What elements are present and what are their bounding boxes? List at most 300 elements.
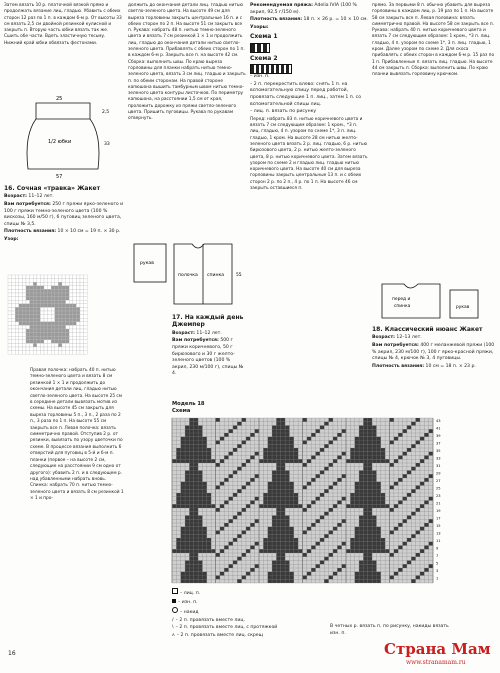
section-18: 18. Классический нюанс Жакет Возраст: 12–13 лет. Вам потребуется: 400 г меланжевой пряжи (100 % акрил, 230 м/100 г), 100 г ярко-красной пряжи, спицы № 4, крючок № 3, 4 пуговицы. Плотность вязания: 10 см = 18 п. × 23 р.: [372, 326, 495, 369]
chart-cell: [368, 429, 372, 433]
chart-cell: [246, 549, 250, 553]
chart-cell: [220, 437, 224, 441]
chart-cell: [381, 546, 385, 550]
chart-cell: [403, 452, 407, 456]
chart-cell: [411, 467, 415, 471]
chart-cell: [194, 579, 198, 583]
flower-chart-cell: [76, 322, 80, 326]
chart-cell: [233, 561, 237, 565]
flower-chart-cell: [80, 325, 84, 329]
chart-cell: [372, 561, 376, 565]
flower-chart-cell: [19, 300, 23, 304]
flower-chart-cell: [73, 289, 77, 293]
chart-cell: [416, 486, 420, 490]
flower-chart-cell: [40, 318, 44, 322]
chart-cell: [189, 519, 193, 523]
flower-chart-cell: [22, 351, 26, 355]
chart-cell: [194, 474, 198, 478]
chart-cell: [194, 561, 198, 565]
chart-cell: [372, 546, 376, 550]
chart-row-number: 31: [436, 464, 441, 468]
chart-cell: [194, 448, 198, 452]
chart-cell: [194, 437, 198, 441]
chart-cell: [263, 546, 267, 550]
chart-cell: [181, 538, 185, 542]
flower-chart-cell: [84, 279, 88, 283]
chart-cell: [268, 459, 272, 463]
chart-cell: [176, 497, 180, 501]
flower-chart-cell: [19, 336, 23, 340]
chart-cell: [268, 542, 272, 546]
flower-chart-cell: [37, 300, 41, 304]
chart-cell: [298, 549, 302, 553]
chart-cell: [189, 474, 193, 478]
flower-chart-cell: [62, 351, 66, 355]
flower-chart-cell: [69, 336, 73, 340]
chart-cell: [350, 452, 354, 456]
chart-cell: [194, 557, 198, 561]
flower-chart-cell: [8, 307, 12, 311]
chart-cell: [429, 519, 433, 523]
chart-cell: [355, 486, 359, 490]
chart-cell: [381, 459, 385, 463]
chart-cell: [363, 501, 367, 505]
flower-chart-cell: [37, 304, 41, 308]
flower-chart-cell: [26, 311, 30, 315]
flower-chart-cell: [40, 307, 44, 311]
chart-cell: [285, 489, 289, 493]
chart-cell: [276, 512, 280, 516]
chart-cell: [376, 459, 380, 463]
chart-cell: [246, 437, 250, 441]
chart-cell: [250, 546, 254, 550]
chart-cell: [403, 519, 407, 523]
chart-cell: [359, 448, 363, 452]
chart-cell: [246, 572, 250, 576]
chart-cell: [233, 493, 237, 497]
chart-cell: [411, 444, 415, 448]
flower-chart-cell: [84, 329, 88, 333]
flower-chart-cell: [8, 315, 12, 319]
chart-cell: [329, 463, 333, 467]
chart-cell: [181, 459, 185, 463]
flower-chart-cell: [30, 343, 34, 347]
chart-cell: [350, 538, 354, 542]
flower-chart-cell: [80, 307, 84, 311]
chart-cell: [198, 523, 202, 527]
chart-cell: [289, 542, 293, 546]
chart-cell: [198, 534, 202, 538]
chart-cell: [324, 512, 328, 516]
chart-cell: [376, 579, 380, 583]
chart-cell: [268, 527, 272, 531]
chart-cell: [194, 497, 198, 501]
chart-cell: [376, 456, 380, 460]
chart-cell: [333, 527, 337, 531]
chart-cell: [189, 576, 193, 580]
chart-cell: [376, 489, 380, 493]
flower-chart-cell: [8, 347, 12, 351]
chart-cell: [189, 433, 193, 437]
flower-chart-cell: [62, 286, 66, 290]
chart-cell: [398, 523, 402, 527]
chart-cell: [372, 538, 376, 542]
chart-cell: [224, 433, 228, 437]
chart-cell: [359, 527, 363, 531]
flower-chart-cell: [37, 297, 41, 301]
flower-chart-cell: [26, 289, 30, 293]
chart-cell: [320, 448, 324, 452]
chart-cell: [198, 441, 202, 445]
chart-cell: [185, 459, 189, 463]
flower-chart-cell: [33, 322, 37, 326]
chart-cell: [189, 512, 193, 516]
flower-motif-chart: [8, 275, 88, 363]
chart-cell: [342, 564, 346, 568]
chart-cell: [411, 534, 415, 538]
flower-chart-cell: [15, 318, 19, 322]
chart-cell: [198, 561, 202, 565]
flower-chart-cell: [80, 318, 84, 322]
chart-cell: [333, 459, 337, 463]
flower-chart-cell: [33, 289, 37, 293]
chart-cell: [381, 448, 385, 452]
flower-chart-cell: [80, 347, 84, 351]
chart-cell: [372, 579, 376, 583]
chart-cell: [189, 456, 193, 460]
chart-cell: [198, 549, 202, 553]
flower-chart-cell: [26, 343, 30, 347]
flower-chart-cell: [30, 282, 34, 286]
chart-cell: [355, 534, 359, 538]
flower-chart-cell: [15, 282, 19, 286]
flower-chart-cell: [22, 307, 26, 311]
chart-cell: [368, 478, 372, 482]
chart-cell: [359, 426, 363, 430]
chart-cell: [363, 448, 367, 452]
chart-cell: [281, 549, 285, 553]
chart-cell: [368, 489, 372, 493]
chart-cell: [316, 542, 320, 546]
skirt-label-height: 33: [104, 142, 110, 147]
flower-chart-cell: [48, 293, 52, 297]
chart-cell: [268, 504, 272, 508]
chart-cell: [376, 549, 380, 553]
flower-chart-cell: [80, 297, 84, 301]
chart-cell: [281, 444, 285, 448]
chart-cell: [424, 433, 428, 437]
chart-cell: [350, 497, 354, 501]
flower-chart-cell: [55, 336, 59, 340]
flower-chart-cell: [84, 297, 88, 301]
chart-cell: [185, 549, 189, 553]
chart-cell: [289, 527, 293, 531]
chart-cell: [189, 553, 193, 557]
chart-cell: [363, 493, 367, 497]
flower-chart-cell: [48, 297, 52, 301]
chart-cell: [363, 497, 367, 501]
flower-chart-cell: [19, 329, 23, 333]
flower-chart-cell: [40, 286, 44, 290]
flower-chart-cell: [51, 325, 55, 329]
chart-cell: [368, 433, 372, 437]
flower-chart-cell: [22, 293, 26, 297]
flower-chart-cell: [30, 311, 34, 315]
flower-chart-cell: [62, 275, 66, 279]
chart-cell: [246, 504, 250, 508]
chart-cell: [350, 546, 354, 550]
chart-cell: [285, 564, 289, 568]
flower-chart-cell: [69, 304, 73, 308]
chart-cell: [198, 474, 202, 478]
flower-chart-cell: [69, 333, 73, 337]
chart-cell: [198, 452, 202, 456]
chart-cell: [350, 456, 354, 460]
flower-chart-cell: [48, 322, 52, 326]
flower-chart-cell: [12, 304, 16, 308]
chart-cell: [359, 523, 363, 527]
chart-cell: [281, 542, 285, 546]
chart-cell: [276, 497, 280, 501]
chart-cell: [185, 474, 189, 478]
chart-cell: [216, 553, 220, 557]
flower-chart-cell: [19, 315, 23, 319]
chart-cell: [281, 459, 285, 463]
flower-chart-cell: [66, 340, 70, 344]
chart-cell: [220, 482, 224, 486]
flower-chart-cell: [51, 289, 55, 293]
chart-cell: [285, 523, 289, 527]
chart-cell: [359, 489, 363, 493]
chart-cell: [368, 501, 372, 505]
chart-cell: [281, 557, 285, 561]
flower-chart-cell: [62, 322, 66, 326]
chart-cell: [363, 418, 367, 422]
chart-cell: [381, 456, 385, 460]
chart-cell: [185, 546, 189, 550]
flower-chart-cell: [12, 293, 16, 297]
flower-chart-cell: [66, 279, 70, 283]
jacket-label-height: 55: [236, 273, 242, 278]
chart-cell: [289, 531, 293, 535]
flower-chart-cell: [40, 300, 44, 304]
flower-chart-cell: [33, 351, 37, 355]
chart-cell: [316, 474, 320, 478]
flower-chart-cell: [19, 293, 23, 297]
flower-chart-cell: [62, 289, 66, 293]
chart-cell: [176, 501, 180, 505]
chart-cell: [198, 444, 202, 448]
chart-cell: [394, 437, 398, 441]
chart-cell: [181, 456, 185, 460]
chart-cell: [372, 531, 376, 535]
chart-cell: [363, 576, 367, 580]
chart-legend: – лиц. п. – изн. п. – накид / – 2 п. провязать вместе лиц. \ – 2 п. провязать вместе лиц. с протяжкой ʌ – 2 п. провязать вместе лиц. скрещ: [172, 588, 302, 641]
flower-chart-cell: [44, 293, 48, 297]
chart-cell: [337, 523, 341, 527]
chart-cell: [242, 553, 246, 557]
flower-chart-cell: [69, 286, 73, 290]
flower-chart-cell: [84, 318, 88, 322]
flower-chart-cell: [48, 279, 52, 283]
chart-cell: [398, 478, 402, 482]
flower-chart-cell: [30, 293, 34, 297]
chart-cell: [276, 519, 280, 523]
flower-chart-cell: [55, 325, 59, 329]
chart-cell: [194, 572, 198, 576]
chart-cell: [368, 437, 372, 441]
flower-chart-cell: [80, 300, 84, 304]
flower-chart-cell: [40, 289, 44, 293]
section-16-instructions: Правая полочка: набрать 40 п. нитью темно-зеленого цвета и вязать 8 см резинкой 1 × 1 и продолжить до окончания детали лиц. гладью нитью светло-зеленого цвета. На высоте 25 см в середине детали вывязать мотив из схемы. На высоте 45 см закрыть для выреза горловины 5 п., 3 п., 2 раза по 2 п., 3 раза по 1 п. На высоте 55 см закрыть все п. Левая полочка: вязать симметрично правой. Отступив 2 р. от резинки, вывязать по узору цветочки по схеме. В процессе вязания выполнить 6 отверстий для пуговиц в 5-й и 6-м п. планки (первое – на высоте 2 см, следующие на расстоянии 9 см одно от другого): убавить 2 п. и в следующем р. над убавленными набрать вновь. Спинка: набрать 70 п. нитью темно-зеленого цвета и вязать 8 см резинкой 1 × 1 и про-: [30, 368, 124, 502]
flower-chart-cell: [84, 311, 88, 315]
chart-cell: [242, 576, 246, 580]
chart-cell: [416, 576, 420, 580]
chart-cell: [189, 504, 193, 508]
skirt-label-bottom: 57: [56, 174, 63, 180]
jumper-diagram: [374, 280, 494, 322]
chart-cell: [355, 497, 359, 501]
chart-cell: [359, 456, 363, 460]
chart-cell: [285, 429, 289, 433]
chart-cell: [368, 534, 372, 538]
chart-cell: [359, 549, 363, 553]
chart-cell: [189, 459, 193, 463]
chart-cell: [372, 437, 376, 441]
chart-cell: [189, 489, 193, 493]
flower-chart-cell: [44, 311, 48, 315]
flower-chart-cell: [40, 336, 44, 340]
chart-cell: [194, 546, 198, 550]
flower-chart-cell: [44, 307, 48, 311]
chart-cell: [198, 501, 202, 505]
chart-cell: [368, 474, 372, 478]
chart-cell: [368, 576, 372, 580]
section-16-title: 16. Сочная «травка» Жакет: [4, 185, 101, 192]
chart-cell: [363, 519, 367, 523]
chart-cell: [420, 459, 424, 463]
chart-cell: [242, 463, 246, 467]
chart-cell: [276, 456, 280, 460]
chart-cell: [285, 531, 289, 535]
flower-chart-cell: [44, 329, 48, 333]
chart-cell: [272, 441, 276, 445]
chart-cell: [337, 568, 341, 572]
chart-cell: [363, 441, 367, 445]
chart-cell: [281, 489, 285, 493]
flower-chart-cell: [8, 322, 12, 326]
flower-chart-cell: [66, 293, 70, 297]
chart-cell: [255, 542, 259, 546]
flower-chart-cell: [84, 340, 88, 344]
chart-cell: [324, 444, 328, 448]
flower-chart-cell: [8, 325, 12, 329]
chart-cell: [363, 561, 367, 565]
chart-cell: [176, 448, 180, 452]
flower-chart-cell: [37, 325, 41, 329]
chart-cell: [185, 534, 189, 538]
chart-cell: [263, 549, 267, 553]
chart-cell: [268, 579, 272, 583]
jumper-label-body: перед и: [392, 297, 411, 302]
chart-cell: [329, 531, 333, 535]
flower-chart-cell: [66, 343, 70, 347]
chart-cell: [350, 493, 354, 497]
chart-cell: [363, 549, 367, 553]
chart-cell: [189, 546, 193, 550]
chart-row-number: 37: [436, 441, 441, 446]
chart-cell: [289, 579, 293, 583]
flower-chart-cell: [12, 279, 16, 283]
flower-chart-cell: [48, 307, 52, 311]
chart-cell: [202, 459, 206, 463]
chart-cell: [346, 459, 350, 463]
chart-cell: [202, 448, 206, 452]
chart-cell: [355, 444, 359, 448]
chart-cell: [281, 497, 285, 501]
chart-cell: [285, 579, 289, 583]
chart-cell: [372, 527, 376, 531]
chart-row-number: 11: [436, 539, 441, 543]
chart-cell: [359, 493, 363, 497]
chart-cell: [189, 426, 193, 430]
flower-chart-cell: [15, 311, 19, 315]
flower-chart-cell: [55, 275, 59, 279]
flower-chart-cell: [51, 329, 55, 333]
flower-chart-cell: [33, 311, 37, 315]
flower-chart-cell: [8, 311, 12, 315]
flower-chart-cell: [51, 304, 55, 308]
scheme-1-title: Схема 1: [250, 33, 278, 41]
flower-chart-cell: [33, 336, 37, 340]
chart-cell: [289, 534, 293, 538]
chart-cell: [346, 504, 350, 508]
chart-cell: [424, 456, 428, 460]
chart-cell: [176, 504, 180, 508]
flower-chart-cell: [76, 347, 80, 351]
chart-cell: [185, 456, 189, 460]
chart-cell: [394, 459, 398, 463]
chart-cell: [207, 504, 211, 508]
flower-chart-cell: [66, 322, 70, 326]
chart-cell: [285, 572, 289, 576]
chart-cell: [202, 546, 206, 550]
chart-cell: [272, 519, 276, 523]
chart-cell: [181, 576, 185, 580]
chart-cell: [372, 504, 376, 508]
chart-cell: [350, 549, 354, 553]
flower-chart-cell: [22, 279, 26, 283]
flower-chart-cell: [30, 307, 34, 311]
flower-chart-cell: [58, 333, 62, 337]
chart-cell: [185, 579, 189, 583]
flower-chart-cell: [66, 297, 70, 301]
flower-chart-cell: [26, 329, 30, 333]
flower-chart-cell: [48, 318, 52, 322]
chart-cell: [363, 553, 367, 557]
chart-cell: [390, 418, 394, 422]
flower-chart-cell: [58, 315, 62, 319]
chart-cell: [289, 504, 293, 508]
flower-chart-cell: [33, 307, 37, 311]
chart-cell: [359, 459, 363, 463]
chart-cell: [281, 519, 285, 523]
chart-cell: [359, 568, 363, 572]
flower-chart-cell: [48, 329, 52, 333]
chart-cell: [294, 501, 298, 505]
chart-cell: [281, 437, 285, 441]
flower-chart-cell: [19, 286, 23, 290]
